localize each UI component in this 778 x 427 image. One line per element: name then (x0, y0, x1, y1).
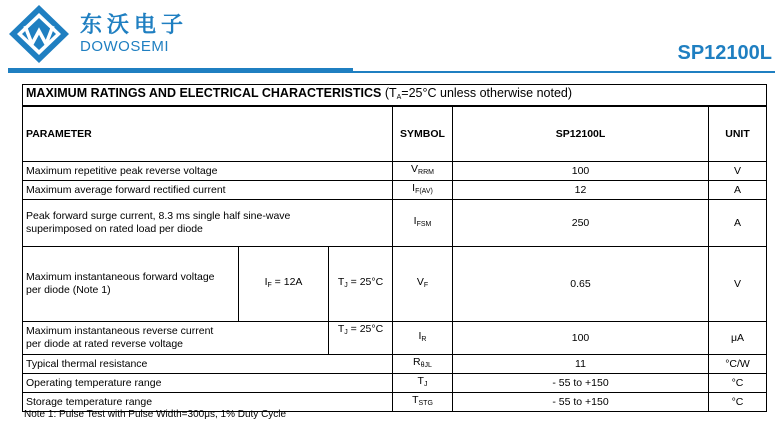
row-value: 12 (453, 181, 709, 200)
row-value: 0.65 (453, 247, 709, 322)
footnote: Note 1: Pulse Test with Pulse Width=300μs, 1% Duty Cycle (24, 409, 287, 420)
part-number-title: SP12100L (677, 42, 772, 64)
header-rule-thick (8, 68, 353, 73)
row-unit: A (709, 200, 767, 247)
table-row (23, 374, 767, 393)
row-parameter: Maximum repetitive peak reverse voltage (23, 162, 393, 181)
header-symbol: SYMBOL (393, 106, 453, 162)
header-rule-thin (353, 71, 775, 73)
table-title (23, 85, 767, 107)
row-unit: °C/W (709, 355, 767, 374)
header-unit: UNIT (709, 106, 767, 162)
table-row (23, 162, 767, 181)
row-symbol: $V_{RRM}$ (393, 162, 453, 181)
row-value: - 55 to +150 (453, 374, 709, 393)
row-symbol: $R_{\theta JL}$ (393, 355, 453, 374)
table-header-row (23, 106, 767, 162)
table-title-condition: ($T_A=25^\circ C$ unless otherwise noted) (384, 85, 573, 101)
table-title-text: MAXIMUM RATINGS AND ELECTRICAL CHARACTERISTICS (26, 85, 382, 100)
row-condition-current: $I_F = 12A$ (239, 247, 329, 322)
row-value: - 55 to +150 (453, 393, 709, 412)
ratings-table (22, 84, 767, 412)
row-value: 250 (453, 200, 709, 247)
row-value: 11 (453, 355, 709, 374)
row-parameter: Maximum instantaneous forward voltage per diode (Note 1) (23, 247, 239, 322)
table-row (23, 200, 767, 247)
row-unit: °C (709, 393, 767, 412)
row-symbol: $I_{F(AV)}$ (393, 181, 453, 200)
table-row (23, 355, 767, 374)
brand-name-en: DOWOSEMI (80, 38, 169, 55)
header-parameter: PARAMETER (23, 106, 393, 162)
brand-name-cn: 东沃电子 (80, 12, 189, 38)
row-unit: μA (709, 322, 767, 355)
row-symbol: $T_J$ (393, 374, 453, 393)
row-parameter: Typical thermal resistance (23, 355, 393, 374)
row-parameter: Storage temperature range (23, 393, 393, 412)
row-unit: A (709, 181, 767, 200)
table-row (23, 247, 767, 322)
row-condition-temp: $T_J = 25^\circ C$ (329, 247, 393, 322)
header-value: SP12100L (453, 106, 709, 162)
table-row (23, 322, 767, 355)
dowosemi-logo-icon (8, 4, 70, 64)
row-symbol: $V_F$ (393, 247, 453, 322)
row-value: 100 (453, 162, 709, 181)
row-symbol: $I_{FSM}$ (393, 200, 453, 247)
row-unit: °C (709, 374, 767, 393)
row-symbol: $I_R$ (393, 322, 453, 355)
row-unit: V (709, 162, 767, 181)
row-symbol: $T_{STG}$ (393, 393, 453, 412)
table-row (23, 181, 767, 200)
page-header (0, 0, 778, 72)
row-parameter: Operating temperature range (23, 374, 393, 393)
row-parameter: Maximum average forward rectified current (23, 181, 393, 200)
row-condition-temp: $T_J = 25^\circ C$ (329, 322, 393, 355)
row-parameter: Peak forward surge current, 8.3 ms single half sine-wave superimposed on rated load per diode (23, 200, 393, 247)
row-parameter: Maximum instantaneous reverse current per diode at rated reverse voltage (23, 322, 329, 355)
row-unit: V (709, 247, 767, 322)
row-value: 100 (453, 322, 709, 355)
